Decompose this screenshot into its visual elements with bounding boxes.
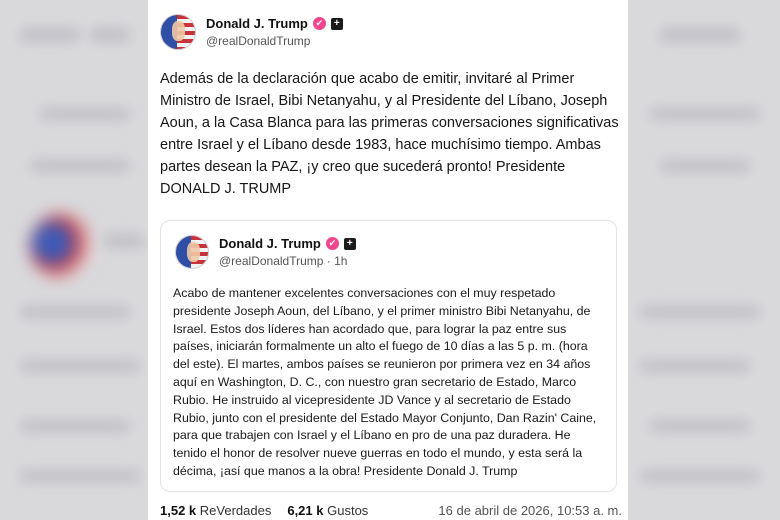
quoted-author-name[interactable]: Donald J. Trump <box>219 236 321 251</box>
quoted-post[interactable] <box>160 220 617 492</box>
post-footer <box>160 500 622 520</box>
post-card <box>148 0 628 520</box>
reposts-count[interactable]: 1,52 k <box>160 502 197 518</box>
likes-count[interactable]: 6,21 k <box>287 502 324 518</box>
plus-badge-icon: + <box>344 238 356 250</box>
reposts-label[interactable]: ReVerdades <box>199 502 272 518</box>
likes-label[interactable]: Gustos <box>327 502 369 518</box>
plus-badge-icon: + <box>331 18 343 30</box>
author-name[interactable]: Donald J. Trump <box>206 16 308 31</box>
quoted-post-text: Acabo de mantener excelentes conversaciones con el muy respetado presidente Joseph Aoun, del Líbano, y el primer ministro Bibi Netanyahu, de Israel. Estos dos líderes han acordado que, para lograr la paz entre sus países, iniciarán formalmente un alto el fuego de 10 días a las 5 p. m. (hora del este). El martes, ambos países se reunieron por primera vez en 34 años aquí en Washington, D. C., con nuestro gran secretario de Estado, Marco Rubio. He instruido al vicepresidente JD Vance y al secretario de Estado Rubio, junto con el presidente del Estado Mayor Conjunto, Dan Razin' Caine, para que trabajen con Israel y el Líbano en pro de una paz duradera. He tenido el honor de resolver nueve guerras en todo el mundo, y esta será la décima, ¡así que manos a la obra! Presidente Donald J. Trump <box>173 286 597 478</box>
post-text: Además de la declaración que acabo de emitir, invitaré al Primer Ministro de Israel, Bibi Netanyahu, y al Presidente del Líbano, Joseph Aoun, a la Casa Blanca para las primeras conversaciones significativas entre Israel y el Líbano desde 1983, hace muchísimo tiempo. Ambas partes desean la PAZ, ¡y creo que sucederá pronto! Presidente DONALD J. TRUMP <box>160 71 619 197</box>
avatar[interactable] <box>160 14 196 50</box>
verified-icon: ✔ <box>326 237 339 250</box>
author-handle[interactable]: @realDonaldTrump <box>206 34 311 48</box>
quoted-time-ago: · 1h <box>326 254 348 268</box>
quoted-avatar[interactable] <box>175 235 209 269</box>
quoted-post-header <box>175 235 356 269</box>
post-date: 16 de abril de 2026, 10:53 a. m. <box>438 502 622 518</box>
post-header <box>160 12 343 52</box>
quoted-author-handle[interactable]: @realDonaldTrump <box>219 254 324 268</box>
verified-icon: ✔ <box>313 17 326 30</box>
